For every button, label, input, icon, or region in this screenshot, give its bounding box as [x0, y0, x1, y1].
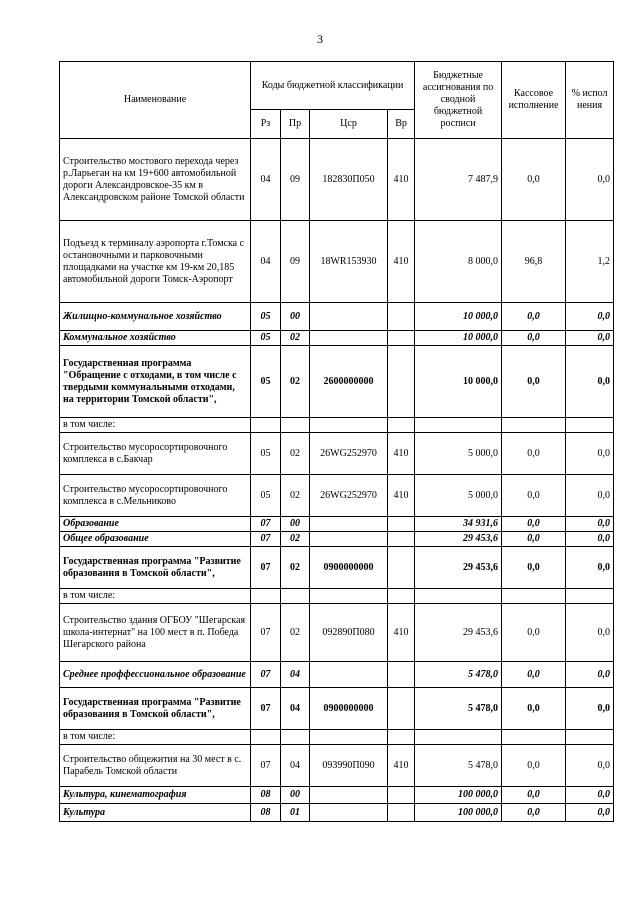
- cell-pr: [281, 418, 310, 433]
- header-codes: Коды бюджетной классификации: [251, 62, 415, 110]
- cell-percent: 0,0: [566, 604, 614, 662]
- table-row: [60, 787, 614, 804]
- cell-budget: 5 478,0: [415, 688, 502, 730]
- cell-budget: [415, 589, 502, 604]
- cell-vr: [388, 303, 415, 331]
- cell-cash: 0,0: [502, 745, 566, 787]
- cell-rz: 04: [251, 221, 281, 303]
- cell-pr: 02: [281, 532, 310, 547]
- cell-percent: 0,0: [566, 139, 614, 221]
- cell-csr: [310, 303, 388, 331]
- cell-csr: [310, 787, 388, 804]
- cell-csr: [310, 331, 388, 346]
- cell-cash: 0,0: [502, 547, 566, 589]
- cell-cash: [502, 589, 566, 604]
- table-row: [60, 604, 614, 662]
- cell-percent: 0,0: [566, 532, 614, 547]
- header-vr: Вр: [388, 110, 415, 139]
- cell-name: Подъезд к терминалу аэропорта г.Томска с остановочными и парковочными площадками на участке км 19-км 20,185 автомобильной дороги Томск-Аэропорт: [60, 221, 251, 303]
- cell-name: в том числе:: [60, 589, 251, 604]
- table-row: [60, 688, 614, 730]
- cell-budget: [415, 730, 502, 745]
- cell-budget: 29 453,6: [415, 547, 502, 589]
- cell-cash: 0,0: [502, 787, 566, 804]
- cell-percent: [566, 730, 614, 745]
- cell-csr: 0900000000: [310, 547, 388, 589]
- table-row: [60, 662, 614, 688]
- cell-pr: 01: [281, 804, 310, 822]
- cell-name: Строительство здания ОГБОУ "Шегарская школа-интернат" на 100 мест в п. Победа Шегарского района: [60, 604, 251, 662]
- cell-csr: 182830П050: [310, 139, 388, 221]
- cell-csr: [310, 532, 388, 547]
- cell-cash: [502, 730, 566, 745]
- cell-rz: 04: [251, 139, 281, 221]
- table-body: [60, 139, 614, 822]
- cell-vr: [388, 346, 415, 418]
- cell-name: Строительство мусоросортировочного комплекса в с.Бакчар: [60, 433, 251, 475]
- cell-pr: 04: [281, 745, 310, 787]
- cell-csr: 26WG252970: [310, 475, 388, 517]
- cell-vr: 410: [388, 139, 415, 221]
- cell-percent: 0,0: [566, 787, 614, 804]
- cell-budget: 10 000,0: [415, 331, 502, 346]
- cell-percent: 0,0: [566, 346, 614, 418]
- table-row: [60, 532, 614, 547]
- cell-vr: [388, 331, 415, 346]
- cell-cash: 0,0: [502, 662, 566, 688]
- cell-budget: 7 487,9: [415, 139, 502, 221]
- cell-percent: 0,0: [566, 745, 614, 787]
- cell-name: в том числе:: [60, 730, 251, 745]
- table-row: [60, 745, 614, 787]
- table-row: [60, 804, 614, 822]
- table-row: [60, 517, 614, 532]
- cell-budget: 10 000,0: [415, 303, 502, 331]
- table-row: [60, 221, 614, 303]
- header-cash: Кассовое исполнение: [502, 62, 566, 139]
- cell-budget: [415, 418, 502, 433]
- cell-budget: 100 000,0: [415, 804, 502, 822]
- cell-rz: 05: [251, 433, 281, 475]
- cell-cash: 0,0: [502, 346, 566, 418]
- table-row: [60, 475, 614, 517]
- header-rz: Рз: [251, 110, 281, 139]
- cell-csr: 2600000000: [310, 346, 388, 418]
- cell-pr: 02: [281, 547, 310, 589]
- cell-vr: 410: [388, 475, 415, 517]
- cell-cash: [502, 418, 566, 433]
- cell-vr: [388, 517, 415, 532]
- header-pr: Пр: [281, 110, 310, 139]
- cell-pr: 09: [281, 139, 310, 221]
- header-name: Наименование: [60, 62, 251, 139]
- cell-rz: [251, 730, 281, 745]
- cell-budget: 10 000,0: [415, 346, 502, 418]
- cell-name: Образование: [60, 517, 251, 532]
- cell-pr: 02: [281, 475, 310, 517]
- budget-table: [59, 61, 614, 822]
- cell-rz: 05: [251, 346, 281, 418]
- cell-rz: 08: [251, 787, 281, 804]
- cell-pr: [281, 730, 310, 745]
- cell-rz: 05: [251, 331, 281, 346]
- cell-pr: [281, 589, 310, 604]
- cell-cash: 0,0: [502, 331, 566, 346]
- cell-cash: 0,0: [502, 688, 566, 730]
- cell-name: Коммунальное хозяйство: [60, 331, 251, 346]
- cell-percent: 0,0: [566, 804, 614, 822]
- cell-rz: 07: [251, 517, 281, 532]
- cell-vr: [388, 688, 415, 730]
- cell-cash: 0,0: [502, 604, 566, 662]
- cell-percent: 0,0: [566, 475, 614, 517]
- cell-pr: 02: [281, 346, 310, 418]
- cell-pr: 00: [281, 303, 310, 331]
- cell-percent: 0,0: [566, 517, 614, 532]
- header-budget: Бюджетные ассигнования по сводной бюджетной росписи: [415, 62, 502, 139]
- cell-name: Строительство мусоросортировочного комплекса в с.Мельниково: [60, 475, 251, 517]
- cell-budget: 8 000,0: [415, 221, 502, 303]
- table-row: [60, 547, 614, 589]
- cell-budget: 5 478,0: [415, 745, 502, 787]
- cell-vr: [388, 547, 415, 589]
- cell-budget: 5 000,0: [415, 433, 502, 475]
- cell-vr: [388, 589, 415, 604]
- cell-cash: 0,0: [502, 804, 566, 822]
- cell-vr: 410: [388, 433, 415, 475]
- header-csr: Цср: [310, 110, 388, 139]
- cell-name: в том числе:: [60, 418, 251, 433]
- cell-name: Строительство мостового перехода через р.Ларьеган на км 19+600 автомобильной дороги Александровское-35 км в Александровском районе Томской области: [60, 139, 251, 221]
- cell-cash: 0,0: [502, 433, 566, 475]
- cell-percent: 0,0: [566, 547, 614, 589]
- cell-vr: [388, 662, 415, 688]
- cell-vr: 410: [388, 221, 415, 303]
- cell-rz: 05: [251, 475, 281, 517]
- cell-percent: [566, 418, 614, 433]
- cell-rz: 07: [251, 532, 281, 547]
- cell-name: Государственная программа "Обращение с отходами, в том числе с твердыми коммунальными отходами, на территории Томской области",: [60, 346, 251, 418]
- cell-percent: 0,0: [566, 303, 614, 331]
- table-row: [60, 331, 614, 346]
- cell-rz: 07: [251, 662, 281, 688]
- table-row: [60, 139, 614, 221]
- cell-budget: 100 000,0: [415, 787, 502, 804]
- cell-csr: 093990П090: [310, 745, 388, 787]
- cell-rz: 07: [251, 688, 281, 730]
- header-percent: % испол нения: [566, 62, 614, 139]
- cell-pr: 04: [281, 688, 310, 730]
- cell-budget: 5 000,0: [415, 475, 502, 517]
- cell-vr: [388, 532, 415, 547]
- cell-rz: 08: [251, 804, 281, 822]
- cell-vr: [388, 418, 415, 433]
- cell-csr: 0900000000: [310, 688, 388, 730]
- cell-name: Среднее проффессиональное образование: [60, 662, 251, 688]
- table-row: [60, 589, 614, 604]
- table-row: [60, 418, 614, 433]
- cell-pr: 02: [281, 331, 310, 346]
- cell-pr: 00: [281, 787, 310, 804]
- cell-percent: 0,0: [566, 433, 614, 475]
- cell-name: Жилищно-коммунальное хозяйство: [60, 303, 251, 331]
- cell-pr: 09: [281, 221, 310, 303]
- cell-name: Общее образование: [60, 532, 251, 547]
- cell-budget: 34 931,6: [415, 517, 502, 532]
- cell-vr: [388, 787, 415, 804]
- cell-cash: 96,8: [502, 221, 566, 303]
- cell-cash: 0,0: [502, 139, 566, 221]
- cell-percent: 0,0: [566, 331, 614, 346]
- table-row: [60, 303, 614, 331]
- cell-budget: 29 453,6: [415, 604, 502, 662]
- cell-name: Строительство общежития на 30 мест в с. Парабель Томской области: [60, 745, 251, 787]
- cell-vr: [388, 730, 415, 745]
- cell-rz: [251, 589, 281, 604]
- cell-name: Культура, кинематография: [60, 787, 251, 804]
- table-row: [60, 433, 614, 475]
- cell-rz: [251, 418, 281, 433]
- cell-percent: 1,2: [566, 221, 614, 303]
- cell-csr: 26WG252970: [310, 433, 388, 475]
- cell-vr: [388, 804, 415, 822]
- cell-rz: 07: [251, 745, 281, 787]
- cell-csr: [310, 589, 388, 604]
- cell-name: Культура: [60, 804, 251, 822]
- cell-rz: 07: [251, 547, 281, 589]
- cell-pr: 00: [281, 517, 310, 532]
- cell-csr: [310, 730, 388, 745]
- cell-budget: 5 478,0: [415, 662, 502, 688]
- cell-percent: 0,0: [566, 688, 614, 730]
- cell-csr: 18WR153930: [310, 221, 388, 303]
- cell-csr: [310, 662, 388, 688]
- cell-rz: 05: [251, 303, 281, 331]
- table-row: [60, 730, 614, 745]
- cell-cash: 0,0: [502, 475, 566, 517]
- page-number: 3: [317, 32, 323, 46]
- cell-budget: 29 453,6: [415, 532, 502, 547]
- cell-pr: 02: [281, 604, 310, 662]
- cell-cash: 0,0: [502, 303, 566, 331]
- cell-cash: 0,0: [502, 532, 566, 547]
- cell-rz: 07: [251, 604, 281, 662]
- cell-percent: 0,0: [566, 662, 614, 688]
- table-row: [60, 346, 614, 418]
- cell-vr: 410: [388, 745, 415, 787]
- cell-pr: 02: [281, 433, 310, 475]
- cell-csr: [310, 517, 388, 532]
- cell-name: Государственная программа "Развитие образования в Томской области",: [60, 547, 251, 589]
- cell-name: Государственная программа "Развитие образования в Томской области",: [60, 688, 251, 730]
- cell-vr: 410: [388, 604, 415, 662]
- cell-csr: [310, 804, 388, 822]
- cell-csr: 092890П080: [310, 604, 388, 662]
- cell-cash: 0,0: [502, 517, 566, 532]
- cell-pr: 04: [281, 662, 310, 688]
- cell-percent: [566, 589, 614, 604]
- cell-csr: [310, 418, 388, 433]
